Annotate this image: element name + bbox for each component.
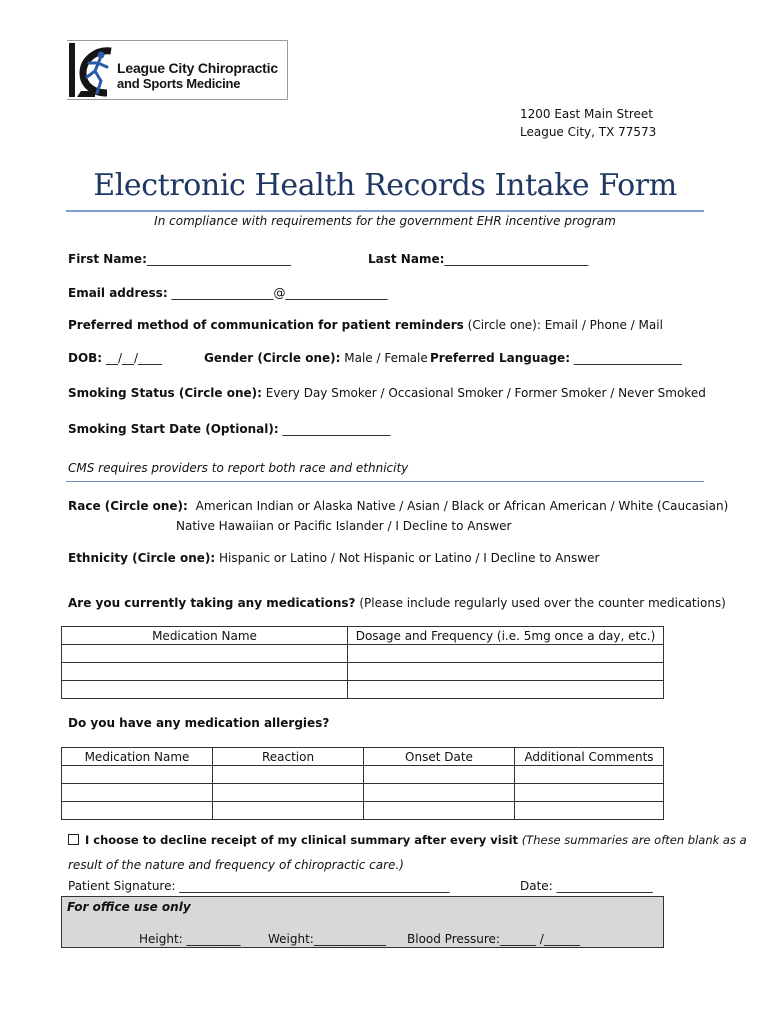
medications-question-text: Are you currently taking any medications?	[68, 596, 356, 610]
cms-note: CMS requires providers to report both race and ethnicity	[68, 461, 409, 475]
table-header: Medication Name	[62, 627, 348, 645]
table-row	[62, 681, 664, 699]
signature-label: Patient Signature:	[68, 879, 176, 893]
last-name-blank[interactable]: ________________________	[444, 252, 589, 266]
clinic-address	[520, 105, 656, 141]
address-street: 1200 East Main Street	[520, 107, 653, 121]
bp-blank[interactable]: ______ /______	[499, 932, 580, 946]
communication-preference	[68, 318, 663, 332]
ethnicity-field	[68, 551, 599, 565]
language-label: Preferred Language:	[430, 351, 570, 365]
table-cell[interactable]	[213, 802, 364, 820]
smoking-label: Smoking Status (Circle one):	[68, 386, 262, 400]
table-cell[interactable]	[62, 802, 213, 820]
last-name-field[interactable]	[368, 252, 588, 266]
table-row	[62, 645, 664, 663]
language-blank[interactable]: __________________	[573, 351, 682, 365]
table-cell[interactable]	[364, 766, 515, 784]
table-header: Medication Name	[62, 748, 213, 766]
gender-field	[204, 351, 428, 365]
table-cell[interactable]	[213, 766, 364, 784]
gender-label: Gender (Circle one):	[204, 351, 341, 365]
medications-question-note: (Please include regularly used over the counter medications)	[359, 596, 726, 610]
smoking-start-blank[interactable]: __________________	[282, 422, 391, 436]
email-label: Email address:	[68, 286, 168, 300]
table-cell[interactable]	[364, 802, 515, 820]
first-name-blank[interactable]: ________________________	[146, 252, 291, 266]
communication-options[interactable]: (Circle one): Email / Phone / Mail	[467, 318, 663, 332]
ethnicity-label: Ethnicity (Circle one):	[68, 551, 216, 565]
table-row	[62, 784, 664, 802]
decline-summary	[68, 833, 747, 847]
decline-note-2: result of the nature and frequency of chiropractic care.)	[68, 858, 404, 872]
table-cell[interactable]	[515, 766, 664, 784]
smoking-status	[68, 386, 706, 400]
table-row	[62, 802, 664, 820]
allergy-table	[61, 747, 664, 820]
first-name-field[interactable]	[68, 252, 291, 266]
last-name-label: Last Name:	[368, 252, 445, 266]
allergy-question: Do you have any medication allergies?	[68, 716, 330, 730]
weight-field[interactable]	[268, 932, 386, 946]
table-cell[interactable]	[62, 663, 348, 681]
table-cell[interactable]	[62, 681, 348, 699]
table-row	[62, 766, 664, 784]
logo-line-2: and Sports Medicine	[117, 76, 241, 91]
table-cell[interactable]	[62, 766, 213, 784]
clinic-logo	[67, 40, 288, 100]
table-header: Additional Comments	[515, 748, 664, 766]
table-row	[62, 663, 664, 681]
medications-question	[68, 596, 726, 610]
race-field	[68, 499, 728, 513]
date-label: Date:	[520, 879, 553, 893]
height-blank[interactable]: _________	[186, 932, 241, 946]
office-use-box	[61, 896, 664, 948]
ethnicity-options[interactable]: Hispanic or Latino / Not Hispanic or Latino / I Decline to Answer	[219, 551, 600, 565]
first-name-label: First Name:	[68, 252, 147, 266]
table-cell[interactable]	[348, 645, 664, 663]
race-options-line-2[interactable]: Native Hawaiian or Pacific Islander / I Decline to Answer	[176, 519, 512, 533]
table-cell[interactable]	[348, 681, 664, 699]
email-blank[interactable]: _________________@_________________	[171, 286, 388, 300]
decline-note-1: (These summaries are often blank as a	[521, 833, 747, 847]
table-cell[interactable]	[348, 663, 664, 681]
dob-field[interactable]	[68, 351, 162, 365]
table-cell[interactable]	[62, 784, 213, 802]
smoking-start-field[interactable]	[68, 422, 390, 436]
cms-divider	[66, 481, 704, 482]
form-subtitle: In compliance with requirements for the government EHR incentive program	[154, 214, 616, 228]
race-options-line-1[interactable]: American Indian or Alaska Native / Asian / Black or African American / White (Caucasian)	[195, 499, 729, 513]
table-header: Dosage and Frequency (i.e. 5mg once a day, etc.)	[348, 627, 664, 645]
dob-blank[interactable]: __/__/____	[105, 351, 163, 365]
runner-logo-icon	[67, 41, 117, 101]
bp-label: Blood Pressure:	[407, 932, 500, 946]
date-field[interactable]	[520, 879, 653, 893]
weight-blank[interactable]: ____________	[313, 932, 386, 946]
weight-label: Weight:	[268, 932, 314, 946]
table-header: Onset Date	[364, 748, 515, 766]
table-cell[interactable]	[364, 784, 515, 802]
email-field[interactable]	[68, 286, 387, 300]
blood-pressure-field[interactable]	[407, 932, 580, 946]
decline-checkbox[interactable]	[68, 834, 79, 845]
communication-label: Preferred method of communication for patient reminders	[68, 318, 464, 332]
decline-label: I choose to decline receipt of my clinical summary after every visit	[85, 833, 519, 847]
height-label: Height:	[139, 932, 183, 946]
address-city: League City, TX 77573	[520, 125, 657, 139]
table-cell[interactable]	[515, 784, 664, 802]
height-field[interactable]	[139, 932, 241, 946]
form-title: Electronic Health Records Intake Form	[93, 168, 677, 203]
medications-table	[61, 626, 664, 699]
smoking-start-label: Smoking Start Date (Optional):	[68, 422, 279, 436]
table-header-row	[62, 748, 664, 766]
table-header-row	[62, 627, 664, 645]
gender-options[interactable]: Male / Female	[344, 351, 428, 365]
title-divider	[66, 210, 704, 212]
date-blank[interactable]: ________________	[556, 879, 653, 893]
office-heading: For office use only	[67, 900, 191, 914]
table-cell[interactable]	[213, 784, 364, 802]
logo-line-1: League City Chiropractic	[117, 60, 278, 76]
smoking-options[interactable]: Every Day Smoker / Occasional Smoker / Former Smoker / Never Smoked	[265, 386, 706, 400]
race-label: Race (Circle one):	[68, 499, 188, 513]
table-header: Reaction	[213, 748, 364, 766]
table-cell[interactable]	[515, 802, 664, 820]
language-field[interactable]	[430, 351, 682, 365]
signature-field[interactable]	[68, 879, 449, 893]
signature-blank[interactable]: _____________________________________________	[179, 879, 450, 893]
dob-label: DOB:	[68, 351, 103, 365]
table-cell[interactable]	[62, 645, 348, 663]
